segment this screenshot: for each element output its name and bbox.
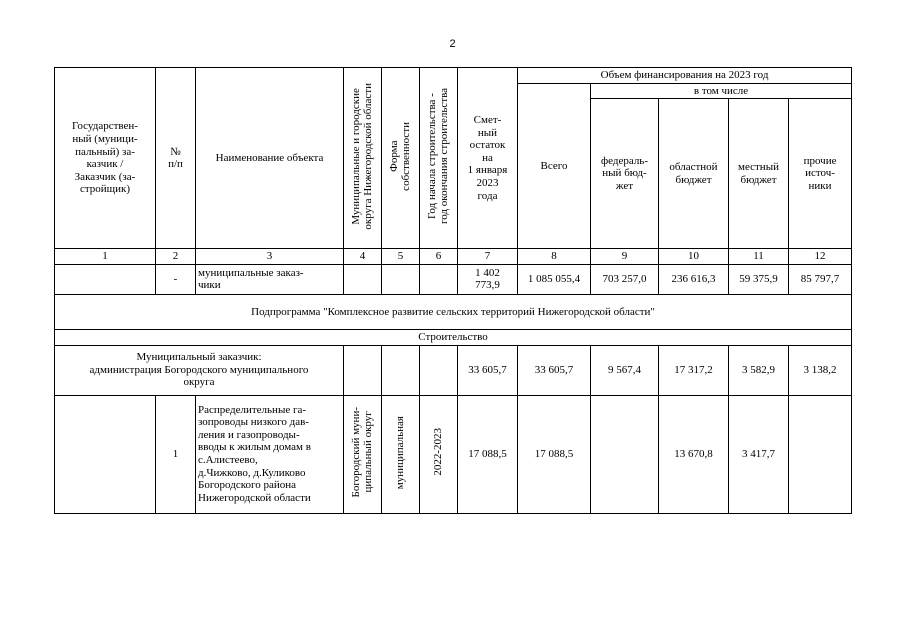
row-other: 3 138,2 (789, 345, 852, 395)
row-estimate: 17 088,5 (458, 395, 518, 513)
row-num: - (156, 264, 196, 294)
row-customer: Муниципальный заказчик: администрация Богородского муниципального округа (55, 345, 344, 395)
table-row-bogorodsk (55, 345, 852, 395)
row-local: 59 375,9 (729, 264, 789, 294)
col-number: 11 (729, 249, 789, 265)
row-regional: 236 616,3 (659, 264, 729, 294)
row-ownership: муниципальная (382, 395, 420, 513)
header-including: в том числе (591, 83, 852, 99)
row-total: 17 088,5 (518, 395, 591, 513)
header-num: № п/п (156, 68, 196, 249)
col-number: 7 (458, 249, 518, 265)
page-number: 2 (449, 38, 456, 50)
funding-table (54, 67, 852, 514)
row-num: 1 (156, 395, 196, 513)
col-number: 6 (420, 249, 458, 265)
col-number: 5 (382, 249, 420, 265)
row-total: 1 085 055,4 (518, 264, 591, 294)
row-federal (591, 395, 659, 513)
row-district: Богородский муни- ципальный округ (344, 395, 382, 513)
row-total: 33 605,7 (518, 345, 591, 395)
subprogram-title: Подпрограмма "Комплексное развитие сельских территорий Нижегородской области" (55, 294, 852, 329)
header-object-name: Наименование объекта (196, 68, 344, 249)
col-number: 4 (344, 249, 382, 265)
col-number: 8 (518, 249, 591, 265)
column-numbers-row (55, 249, 852, 265)
row-regional: 17 317,2 (659, 345, 729, 395)
row-regional: 13 670,8 (659, 395, 729, 513)
header-customer: Государствен- ный (муници- пальный) за- казчик / Заказчик (за- стройщик) (55, 68, 156, 249)
header-local: местный бюджет (729, 99, 789, 249)
row-name: муниципальные заказ- чики (196, 264, 344, 294)
row-other: 85 797,7 (789, 264, 852, 294)
row-years: 2022-2023 (420, 395, 458, 513)
row-other (789, 395, 852, 513)
header-estimate: Смет- ный остаток на 1 января 2023 года (458, 68, 518, 249)
header-ownership: Форма собственности (382, 68, 420, 249)
col-number: 1 (55, 249, 156, 265)
row-federal: 703 257,0 (591, 264, 659, 294)
header-districts: Муниципальные и городские округа Нижегородской области (344, 68, 382, 249)
header-funding-title: Объем финансирования на 2023 год (518, 68, 852, 84)
header-other: прочие источ- ники (789, 99, 852, 249)
table-row-municipal (55, 264, 852, 294)
row-local: 3 417,7 (729, 395, 789, 513)
section-title: Строительство (55, 329, 852, 345)
row-name: Распределительные га- зопроводы низкого дав- ления и газопроводы- вводы к жилым домам в с.Алистеево, д.Чижково, д.Куликово Богородского района Нижегородской области (196, 395, 344, 513)
header-regional: областной бюджет (659, 99, 729, 249)
row-estimate: 1 402 773,9 (458, 264, 518, 294)
header-years: Год начала строительства - год окончания строительства (420, 68, 458, 249)
col-number: 12 (789, 249, 852, 265)
col-number: 3 (196, 249, 344, 265)
col-number: 10 (659, 249, 729, 265)
header-total: Всего (518, 83, 591, 249)
row-local: 3 582,9 (729, 345, 789, 395)
col-number: 2 (156, 249, 196, 265)
col-number: 9 (591, 249, 659, 265)
row-federal: 9 567,4 (591, 345, 659, 395)
row-estimate: 33 605,7 (458, 345, 518, 395)
table-row-1 (55, 395, 852, 513)
header-federal: федераль- ный бюд- жет (591, 99, 659, 249)
